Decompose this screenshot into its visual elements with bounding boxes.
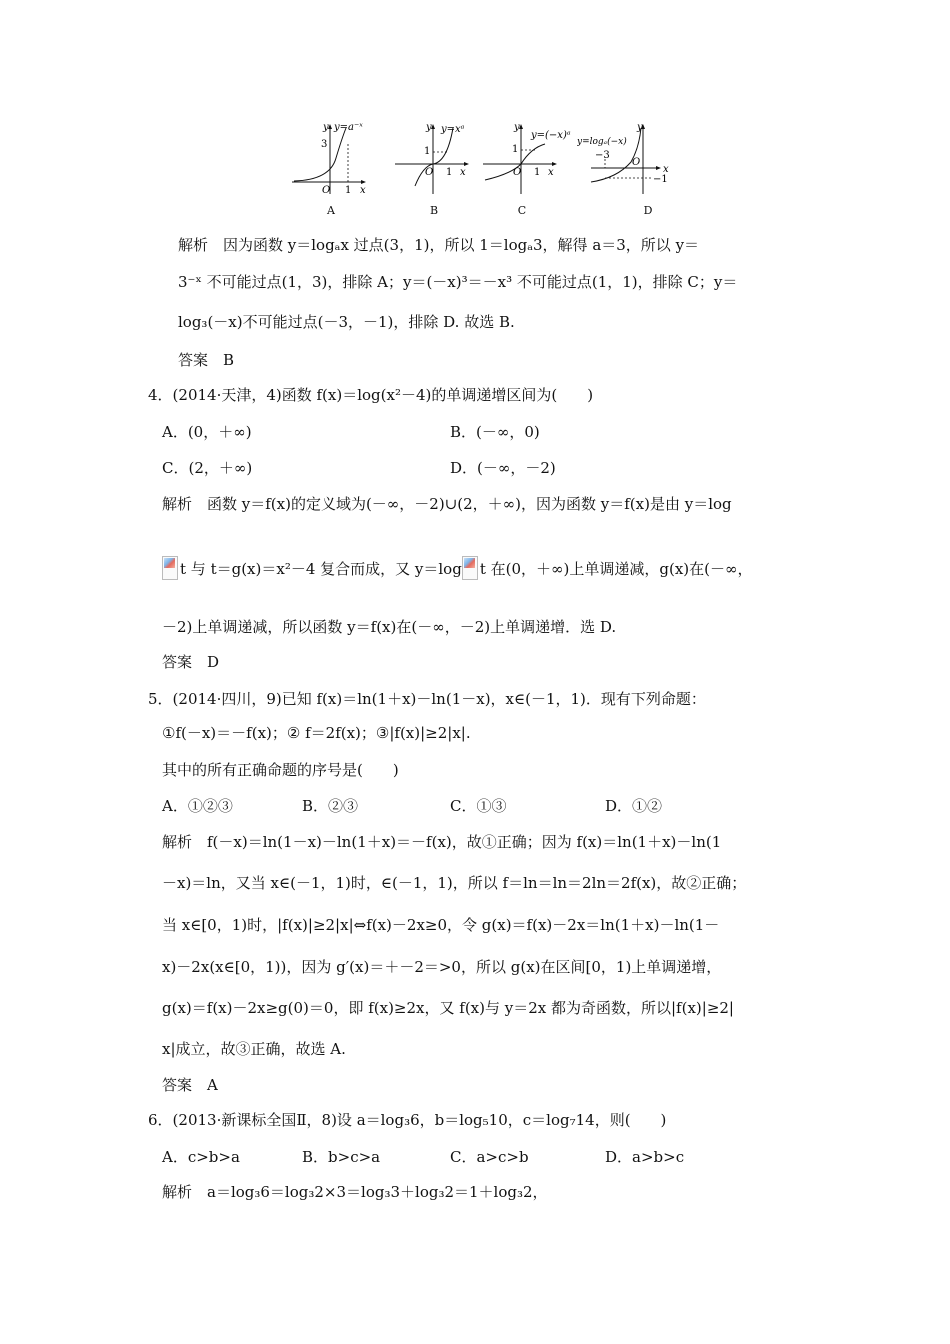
graph-a-func-label: y=a⁻ˣ — [334, 122, 363, 133]
graph-b-y-tick: 1 — [424, 146, 431, 157]
solution-5-line-4: x)－2x(x∈[0，1))，因为 g′(x)＝＋－2＝>0，所以 g(x)在区间[0，1)上单调递增， — [162, 958, 722, 976]
solution-6-line-1: 解析 a＝log₃6＝log₃2×3＝log₃3＋log₃2＝1＋log₃2， — [162, 1183, 548, 1201]
solution-4-line-3: －2)上单调递减，所以函数 y＝f(x)在(－∞，－2)上单调递增．选 D. — [162, 618, 617, 636]
q5-option-a: A．①②③ — [162, 797, 233, 815]
q5-option-b: B．②③ — [302, 797, 359, 815]
graph-b-x-axis: x — [460, 167, 466, 178]
broken-image-icon — [162, 556, 178, 580]
graph-d-y-axis: y — [637, 122, 643, 133]
graph-d-y-tick: −1 — [653, 174, 668, 185]
q4-option-b: B．(－∞，0) — [450, 423, 540, 441]
graph-d-x-axis: x — [663, 164, 669, 175]
answer-5: 答案 A — [162, 1076, 218, 1094]
graph-a — [290, 118, 370, 198]
q5-option-c: C．①③ — [450, 797, 507, 815]
solution-4-line-2a: t 与 t＝g(x)＝x²－4 复合而成，又 y＝log — [180, 560, 462, 578]
graph-b — [393, 118, 473, 198]
q4-option-a: A．(0，＋∞) — [162, 423, 252, 441]
graph-a-y-tick: 3 — [321, 139, 328, 150]
q5-propositions: ①f(－x)＝－f(x)；② f＝2f(x)；③|f(x)|≥2|x|. — [162, 724, 471, 742]
question-4: 4．(2014·天津，4)函数 f(x)＝log(x²－4)的单调递增区间为( ) — [148, 386, 594, 404]
solution-3-line-3: log₃(－x)不可能过点(－3，－1)，排除 D. 故选 B. — [178, 313, 515, 331]
solution-4-line-2 — [162, 556, 752, 580]
q6-option-b: B．b>c>a — [302, 1148, 381, 1166]
solution-5-line-3: 当 x∈[0，1)时，|f(x)|≥2|x|⇔f(x)－2x≥0，令 g(x)＝f(x)－2x＝ln(1＋x)－ln(1－ — [162, 916, 720, 934]
graph-b-origin: O — [425, 167, 434, 178]
graph-c-x-tick: 1 — [534, 167, 541, 178]
solution-3-line-2: 3⁻ˣ 不可能过点(1，3)，排除 A；y＝(－x)³＝－x³ 不可能过点(1，1)，排除 C；y＝ — [178, 273, 738, 291]
broken-image-icon — [462, 556, 478, 580]
question-6: 6．(2013·新课标全国Ⅱ，8)设 a＝log₃6，b＝log₅10，c＝log₇14，则( ) — [148, 1111, 667, 1129]
answer-3: 答案 B — [178, 351, 235, 369]
graph-d-label: D — [643, 204, 653, 217]
graph-c-func-label: y=(−x)ᵃ — [531, 130, 571, 141]
graph-c-x-axis: x — [548, 167, 554, 178]
graph-d-x-tick: −3 — [595, 150, 610, 161]
graph-b-x-tick: 1 — [446, 167, 453, 178]
q4-option-c: C．(2，＋∞) — [162, 459, 253, 477]
figure-graphs — [285, 118, 675, 220]
graph-d — [577, 118, 675, 198]
graph-c-y-tick: 1 — [512, 144, 519, 155]
graph-a-y-axis: y — [323, 122, 329, 133]
q5-option-d: D．①② — [605, 797, 663, 815]
graph-d-func-label: y=logₐ(−x) — [577, 137, 627, 147]
solution-5-line-2: －x)＝ln，又当 x∈(－1，1)时，∈(－1，1)，所以 f＝ln＝ln＝2ln＝2f(x)，故②正确； — [162, 874, 747, 892]
graph-c-origin: O — [513, 167, 522, 178]
solution-5-line-6: x|成立，故③正确，故选 A. — [162, 1040, 346, 1058]
q6-option-c: C．a>c>b — [450, 1148, 529, 1166]
q6-option-d: D．a>b>c — [605, 1148, 685, 1166]
q5-prompt: 其中的所有正确命题的序号是( ) — [162, 761, 399, 779]
graph-d-origin: O — [632, 157, 641, 168]
graph-c-label: C — [517, 204, 527, 217]
graph-a-label: A — [327, 204, 335, 217]
solution-3-line-1: 解析 因为函数 y＝logₐx 过点(3，1)，所以 1＝logₐ3，解得 a＝3，所以 y＝ — [178, 236, 700, 254]
graph-c — [481, 118, 577, 198]
solution-4-line-1: 解析 函数 y＝f(x)的定义域为(－∞，－2)∪(2，＋∞)，因为函数 y＝f(x)是由 y＝log — [162, 495, 732, 513]
question-5: 5．(2014·四川，9)已知 f(x)＝ln(1＋x)－ln(1－x)，x∈(－1，1)．现有下列命题： — [148, 690, 706, 708]
graph-b-y-axis: y — [426, 122, 432, 133]
graph-c-y-axis: y — [514, 122, 520, 133]
solution-5-line-1: 解析 f(－x)＝ln(1－x)－ln(1＋x)＝－f(x)，故①正确；因为 f(x)＝ln(1＋x)－ln(1 — [162, 833, 722, 851]
graph-a-x-axis: x — [360, 185, 366, 196]
q4-option-d: D．(－∞，－2) — [450, 459, 556, 477]
graph-b-func-label: y=xᵃ — [441, 124, 465, 135]
q6-option-a: A．c>b>a — [162, 1148, 240, 1166]
graph-b-label: B — [429, 204, 439, 217]
solution-4-line-2b: t 在(0，＋∞)上单调递减，g(x)在(－∞， — [479, 560, 753, 578]
solution-5-line-5: g(x)＝f(x)－2x≥g(0)＝0，即 f(x)≥2x，又 f(x)与 y＝2x 都为奇函数，所以|f(x)|≥2| — [162, 999, 734, 1017]
graph-a-origin: O — [322, 185, 331, 196]
answer-4: 答案 D — [162, 653, 220, 671]
graph-a-x-tick: 1 — [345, 185, 352, 196]
